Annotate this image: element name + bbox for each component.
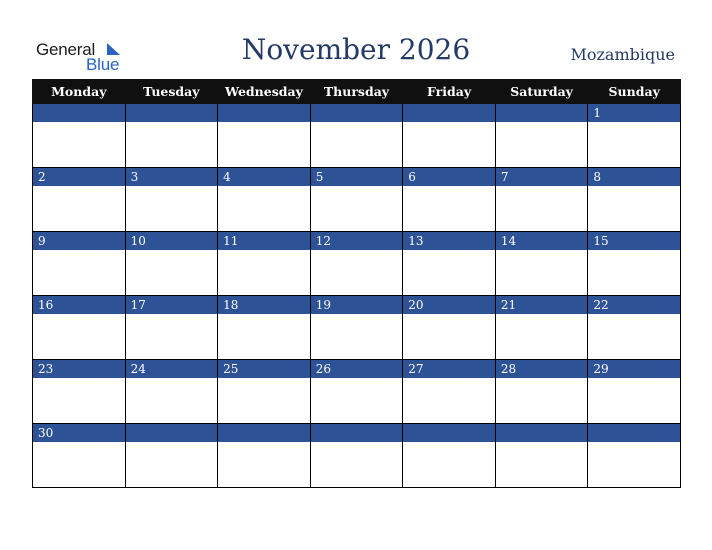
logo-word-general: General bbox=[36, 40, 96, 59]
day-cell[interactable] bbox=[125, 296, 218, 360]
day-cell[interactable] bbox=[310, 424, 403, 488]
day-cell[interactable] bbox=[33, 104, 126, 168]
day-number bbox=[126, 424, 218, 442]
day-cell[interactable] bbox=[218, 104, 311, 168]
day-cell[interactable] bbox=[403, 424, 496, 488]
country-label: Mozambique bbox=[570, 45, 675, 64]
day-number bbox=[311, 424, 403, 442]
day-cell[interactable] bbox=[33, 360, 126, 424]
day-number: 26 bbox=[311, 360, 403, 378]
day-number: 4 bbox=[218, 168, 310, 186]
day-cell[interactable] bbox=[403, 168, 496, 232]
day-number bbox=[33, 104, 125, 122]
day-cell[interactable] bbox=[495, 104, 588, 168]
day-cell[interactable] bbox=[125, 104, 218, 168]
weekday-header: Saturday bbox=[495, 80, 588, 104]
day-cell[interactable] bbox=[495, 296, 588, 360]
day-number: 6 bbox=[403, 168, 495, 186]
day-number bbox=[588, 424, 680, 442]
calendar-body bbox=[33, 104, 681, 488]
day-number bbox=[496, 424, 588, 442]
day-number: 30 bbox=[33, 424, 125, 442]
day-cell[interactable] bbox=[403, 360, 496, 424]
day-number: 3 bbox=[126, 168, 218, 186]
day-cell[interactable] bbox=[403, 232, 496, 296]
day-number bbox=[218, 104, 310, 122]
day-number: 8 bbox=[588, 168, 680, 186]
week-row bbox=[33, 232, 681, 296]
day-cell[interactable] bbox=[218, 296, 311, 360]
week-row bbox=[33, 104, 681, 168]
day-cell[interactable] bbox=[495, 168, 588, 232]
day-number: 1 bbox=[588, 104, 680, 122]
day-number: 25 bbox=[218, 360, 310, 378]
day-number bbox=[496, 104, 588, 122]
page-title: November 2026 bbox=[241, 33, 471, 66]
day-number: 17 bbox=[126, 296, 218, 314]
day-number: 19 bbox=[311, 296, 403, 314]
week-row bbox=[33, 360, 681, 424]
calendar-grid bbox=[32, 79, 681, 488]
day-number: 14 bbox=[496, 232, 588, 250]
day-number: 5 bbox=[311, 168, 403, 186]
day-number: 18 bbox=[218, 296, 310, 314]
day-cell[interactable] bbox=[495, 424, 588, 488]
day-cell[interactable] bbox=[125, 168, 218, 232]
day-cell[interactable] bbox=[33, 424, 126, 488]
day-cell[interactable] bbox=[588, 424, 681, 488]
week-row bbox=[33, 424, 681, 488]
week-row bbox=[33, 168, 681, 232]
weekday-header: Thursday bbox=[310, 80, 403, 104]
day-cell[interactable] bbox=[495, 360, 588, 424]
day-number: 2 bbox=[33, 168, 125, 186]
day-number bbox=[403, 104, 495, 122]
day-number bbox=[218, 424, 310, 442]
day-cell[interactable] bbox=[125, 360, 218, 424]
week-row bbox=[33, 296, 681, 360]
weekday-header: Friday bbox=[403, 80, 496, 104]
day-number: 21 bbox=[496, 296, 588, 314]
day-number: 28 bbox=[496, 360, 588, 378]
day-number: 27 bbox=[403, 360, 495, 378]
day-cell[interactable] bbox=[33, 168, 126, 232]
weekday-header-row bbox=[33, 80, 681, 104]
weekday-header: Wednesday bbox=[218, 80, 311, 104]
weekday-header: Sunday bbox=[588, 80, 681, 104]
day-cell[interactable] bbox=[588, 232, 681, 296]
day-number: 12 bbox=[311, 232, 403, 250]
weekday-header: Tuesday bbox=[125, 80, 218, 104]
day-number: 9 bbox=[33, 232, 125, 250]
day-cell[interactable] bbox=[218, 424, 311, 488]
day-cell[interactable] bbox=[33, 296, 126, 360]
day-number: 24 bbox=[126, 360, 218, 378]
day-number: 23 bbox=[33, 360, 125, 378]
day-number: 22 bbox=[588, 296, 680, 314]
day-cell[interactable] bbox=[588, 296, 681, 360]
day-number bbox=[311, 104, 403, 122]
day-number bbox=[126, 104, 218, 122]
day-cell[interactable] bbox=[310, 168, 403, 232]
day-cell[interactable] bbox=[588, 168, 681, 232]
day-cell[interactable] bbox=[310, 360, 403, 424]
day-cell[interactable] bbox=[310, 296, 403, 360]
day-cell[interactable] bbox=[33, 232, 126, 296]
day-cell[interactable] bbox=[218, 168, 311, 232]
day-number: 10 bbox=[126, 232, 218, 250]
day-cell[interactable] bbox=[125, 424, 218, 488]
day-number: 29 bbox=[588, 360, 680, 378]
day-number: 16 bbox=[33, 296, 125, 314]
day-cell[interactable] bbox=[495, 232, 588, 296]
day-number: 7 bbox=[496, 168, 588, 186]
day-number: 13 bbox=[403, 232, 495, 250]
day-cell[interactable] bbox=[310, 232, 403, 296]
day-cell[interactable] bbox=[125, 232, 218, 296]
day-cell[interactable] bbox=[218, 232, 311, 296]
day-cell[interactable] bbox=[310, 104, 403, 168]
day-cell[interactable] bbox=[218, 360, 311, 424]
day-cell[interactable] bbox=[588, 360, 681, 424]
day-number: 15 bbox=[588, 232, 680, 250]
day-number: 20 bbox=[403, 296, 495, 314]
day-cell[interactable] bbox=[403, 104, 496, 168]
day-cell[interactable] bbox=[588, 104, 681, 168]
day-number: 11 bbox=[218, 232, 310, 250]
weekday-header: Monday bbox=[33, 80, 126, 104]
day-cell[interactable] bbox=[403, 296, 496, 360]
day-number bbox=[403, 424, 495, 442]
logo-word-blue: Blue bbox=[86, 55, 120, 74]
